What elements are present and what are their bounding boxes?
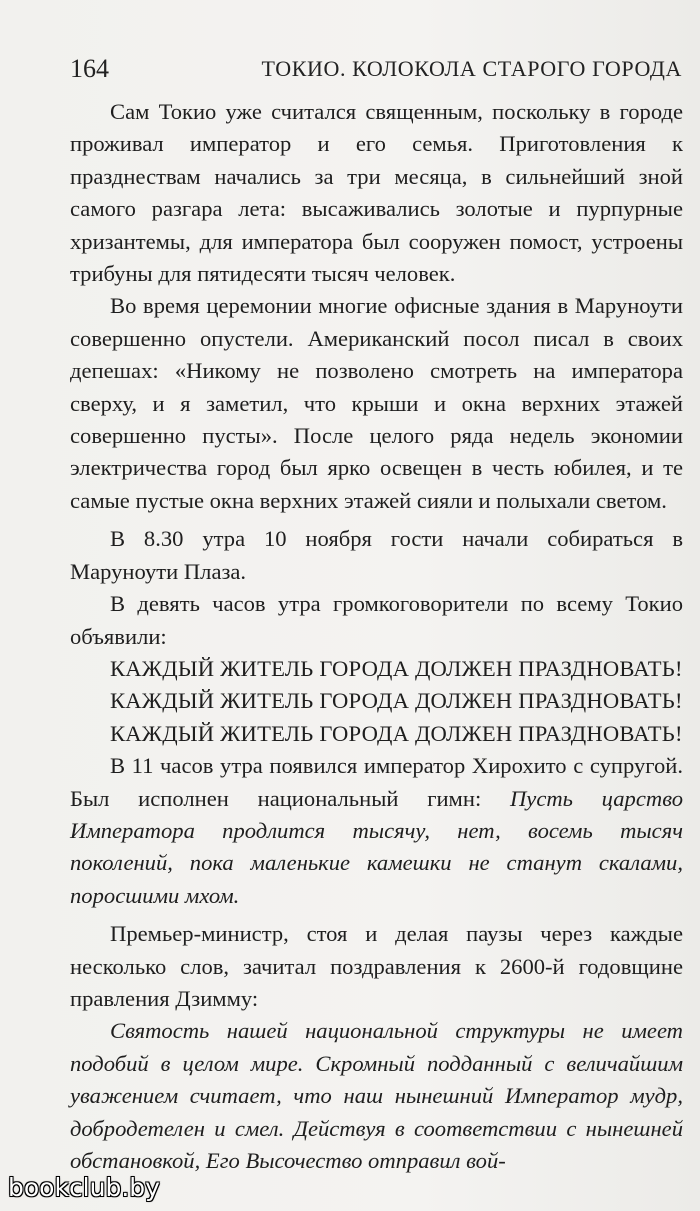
page-body xyxy=(70,96,683,1177)
page-number: 164 xyxy=(70,54,109,83)
paragraph: Сам Токио уже считался священным, поскольку в городе проживал император и его семья. Приготовления к празднествам начались за три месяца, в сильнейший зной самого разгара лета: высаживались золотые и пурпурные хризантемы, для императора был сооружен помост, устроены трибуны для пятидесяти тысяч человек. xyxy=(70,99,683,287)
speech-quote: Святость нашей национальной структуры не имеет подобий в целом мире. Скромный подданный с величайшим уважением считает, что наш нынешний Император мудр, добродетелен и смел. Действуя в соответствии с нынешней обстановкой, Его Высочество отправил вой- xyxy=(70,1018,683,1173)
paragraph: В девять часов утра громкоговорители по всему Токио объявили: xyxy=(70,591,683,649)
running-title: ТОКИО. КОЛОКОЛА СТАРОГО ГОРОДА xyxy=(261,56,682,81)
paragraph: В 8.30 утра 10 ноября гости начали собираться в Маруноути Плаза. xyxy=(70,526,683,584)
watermark: bookclub.by xyxy=(8,1173,160,1202)
anthem-lead: В 11 часов утра появился император Хирохито с супругой. Был исполнен национальный гимн: xyxy=(70,753,683,811)
announcement-line: КАЖДЫЙ ЖИТЕЛЬ ГОРОДА ДОЛЖЕН ПРАЗДНОВАТЬ! xyxy=(110,655,683,681)
page-header xyxy=(70,54,682,88)
paragraph-anthem xyxy=(70,750,683,912)
anthem-italic: Пусть царство Императора продлится тысячу, нет, восемь тысяч поколений, пока маленькие камешки не станут скалами, поросшими мхом. xyxy=(70,785,683,908)
paragraph: Премьер-министр, стоя и делая паузы через каждые несколько слов, зачитал поздравления к 2600-й годовщине правления Дзимму: xyxy=(70,921,683,1011)
announcement-line: КАЖДЫЙ ЖИТЕЛЬ ГОРОДА ДОЛЖЕН ПРАЗДНОВАТЬ! xyxy=(110,720,683,746)
paragraph: Во время церемонии многие офисные здания в Маруноути совершенно опустели. Американский посол писал в своих депешах: «Никому не позволено смотреть на императора сверху, и я заметил, что крыши и окна верхних этажей совершенно пусты». После целого ряда недель экономии электричества город был ярко освещен в честь юбилея, и те самые пустые окна верхних этажей сияли и полыхали светом. xyxy=(70,293,683,513)
announcement-line: КАЖДЫЙ ЖИТЕЛЬ ГОРОДА ДОЛЖЕН ПРАЗДНОВАТЬ! xyxy=(110,688,683,714)
